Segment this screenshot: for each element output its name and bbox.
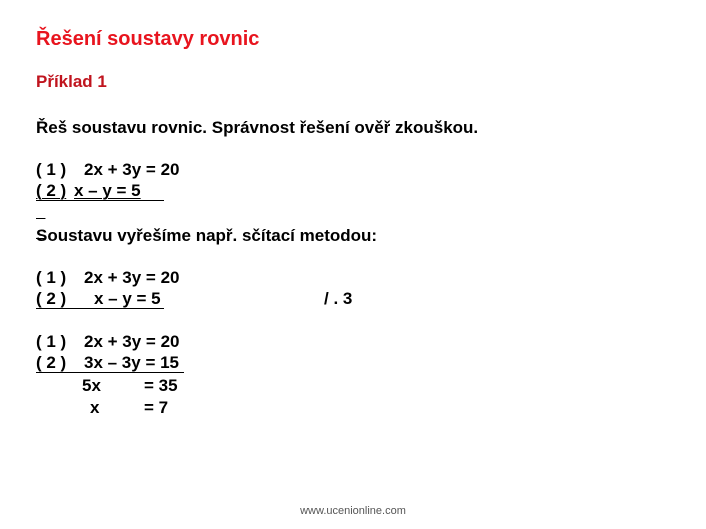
- equation-label: ( 2 ): [36, 289, 67, 308]
- equation-expression: 2x + 3y = 20: [84, 332, 180, 351]
- sum-left: 5x: [82, 376, 101, 395]
- footer-url: www.ucenionline.com: [300, 505, 406, 517]
- multiplier-note: / . 3: [324, 289, 353, 308]
- result-right: = 7: [144, 398, 169, 417]
- method-text: Soustavu vyřešíme např. sčítací metodou:: [36, 226, 378, 245]
- equation-label: ( 1 ): [36, 268, 67, 287]
- result-row: [36, 398, 196, 420]
- equation-label: ( 1 ): [36, 332, 67, 351]
- task-text: Řeš soustavu rovnic. Správnost řešení ověř zkouškou.: [36, 118, 479, 137]
- result-left: x: [90, 398, 100, 417]
- equation-label: ( 2 ): [36, 353, 67, 372]
- equation-label: ( 1 ): [36, 160, 67, 179]
- system3-equation-1: [36, 332, 196, 354]
- sum-row: [36, 376, 196, 398]
- equation-expression: 2x + 3y = 20: [84, 268, 180, 287]
- equation-expression: 3x – 3y = 15: [84, 353, 180, 372]
- sum-line: [36, 372, 184, 373]
- system1-equation-1: [36, 160, 196, 182]
- equation-expression: x – y = 5: [94, 289, 161, 308]
- equation-expression: x – y = 5: [74, 181, 141, 200]
- underline-divider: [36, 308, 164, 309]
- equation-label: ( 2 ): [36, 181, 67, 200]
- page-title: Řešení soustavy rovnic: [36, 28, 260, 50]
- equation-expression: 2x + 3y = 20: [84, 160, 180, 179]
- underline-divider: [36, 200, 164, 201]
- example-heading: Příklad 1: [36, 72, 107, 91]
- sum-right: = 35: [144, 376, 178, 395]
- system2-equation-1: [36, 268, 196, 290]
